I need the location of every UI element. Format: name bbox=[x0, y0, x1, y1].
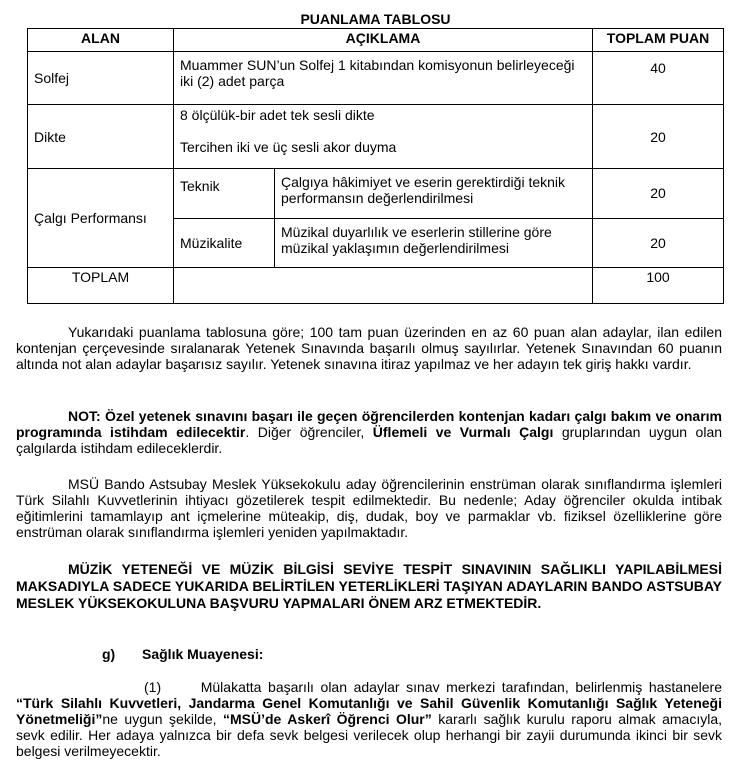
item1-text-b: ne uygun şekilde, bbox=[102, 711, 223, 727]
table-row-toplam bbox=[28, 267, 724, 303]
note-text: . Diğer öğrenciler, bbox=[245, 424, 373, 440]
paragraph-note bbox=[16, 408, 722, 456]
paragraph-classification: MSÜ Bando Astsubay Meslek Yüksekokulu aday öğrencilerinin enstrüman olarak sınıflandırma işlemleri Türk Silahlı Kuvvetlerinin ihtiyacı gözetilerek tespit edilmektedir. Bu nedenle; Aday öğrenciler okulda intibak eğitimlerini tamamlayıp ant içmelerine müteakip, diş, dudak, boy ve parmaklar vb. fiziksel özelliklerine göre enstrüman olarak sınıflandırma işlemleri yeniden yapılmaktadır. bbox=[16, 476, 722, 540]
calgi-alan: Çalgı Performansı bbox=[28, 168, 174, 267]
note-bold-instruments: Üflemeli ve Vurmalı Çalgı bbox=[372, 424, 554, 440]
teknik-label: Teknik bbox=[174, 168, 275, 219]
toplam-empty bbox=[174, 267, 593, 303]
header-alan: ALAN bbox=[28, 29, 174, 52]
paragraph-health-item-1 bbox=[16, 679, 722, 759]
teknik-puan: 20 bbox=[593, 168, 724, 219]
solfej-puan: 40 bbox=[593, 51, 724, 105]
paragraph-scoring-rules: Yukarıdaki puanlama tablosuna göre; 100 tam puan üzerinden en az 60 puan alan adaylar, ilan edilen kontenjan çerçevesinde sıralanarak Yetenek Sınavında başarılı olmuş sayılırlar. Yetenek Sınavından 60 puanın altında not alan adaylar başarısız sayılır. Yetenek sınavına itiraz yapılmaz ve her adayın tek giriş hakkı vardır. bbox=[16, 324, 722, 372]
note-text-end: gruplarından uygun olan çalgılarda istihdam edileceklerdir. bbox=[16, 424, 723, 456]
muzikalite-label: Müzikalite bbox=[174, 219, 275, 268]
header-aciklama: AÇIKLAMA bbox=[174, 29, 593, 52]
item1-number: (1) bbox=[144, 679, 162, 695]
section-title: Sağlık Muayenesi: bbox=[142, 646, 264, 662]
table-header-row bbox=[28, 29, 724, 52]
toplam-puan: 100 bbox=[593, 267, 724, 303]
table-row-teknik bbox=[28, 168, 724, 219]
dikte-alan: Dikte bbox=[28, 105, 174, 168]
muzikalite-aciklama: Müzikal duyarlılık ve eserlerin stillerine göre müzikal yaklaşımın değerlendirilmesi bbox=[275, 219, 593, 268]
dikte-aciklama bbox=[174, 105, 593, 168]
table-title: PUANLAMA TABLOSU bbox=[300, 11, 451, 27]
dikte-aciklama-line1: 8 ölçülük-bir adet tek sesli dikte bbox=[180, 107, 375, 124]
item1-regulation: “Türk Silahlı Kuvvetleri, Jandarma Genel Komutanlığı ve Sahil Güvenlik Komutanlığı Sağlık Yeteneği Yönetmeliği” bbox=[16, 695, 722, 727]
dikte-aciklama-line2: Tercihen iki ve üç sesli akor duyma bbox=[180, 139, 397, 156]
table-row-solfej bbox=[28, 51, 724, 105]
section-letter: g) bbox=[102, 646, 116, 662]
note-bold: NOT: Özel yetenek sınavını başarı ile geçen öğrencilerden kontenjan kadarı çalgı bakım ve onarım programında istihdam edilecektir bbox=[16, 408, 722, 440]
solfej-aciklama: Muammer SUN’un Solfej 1 kitabından komisyonun belirleyeceği iki (2) adet parça bbox=[174, 51, 593, 105]
dikte-puan: 20 bbox=[593, 105, 724, 168]
paragraph-warning: MÜZİK YETENEĞİ VE MÜZİK BİLGİSİ SEVİYE TESPİT SINAVININ SAĞLIKLI YAPILABİLMESİ MAKSADIYLA SADECE YUKARIDA BELİRTİLEN YETERLİKLERİ TAŞIYAN ADAYLARIN BANDO ASTSUBAY MESLEK YÜKSEKOKULUNA BAŞVURU YAPMALARI ÖNEM ARZ ETMEKTEDİR. bbox=[16, 561, 722, 611]
solfej-alan: Solfej bbox=[28, 51, 174, 105]
toplam-label: TOPLAM bbox=[28, 267, 174, 303]
item1-report-decision: “MSÜ’de Askerî Öğrenci Olur” bbox=[223, 711, 432, 727]
header-toplam-puan: TOPLAM PUAN bbox=[593, 29, 724, 52]
muzikalite-puan: 20 bbox=[593, 219, 724, 268]
item1-text-a: Mülakatta başarılı olan adaylar sınav merkezi tarafından, belirlenmiş hastanelere bbox=[200, 679, 723, 695]
table-row-dikte bbox=[28, 105, 724, 168]
scoring-table bbox=[27, 28, 724, 304]
item1-text-c: kararlı sağlık kurulu raporu almak amacıyla, sevk edilir. Her adaya yalnızca bir defa sevk belgesi verilecek olup herhangi bir zayii durumunda ikinci bir sevk belgesi verilmeyecektir. bbox=[16, 711, 722, 759]
teknik-aciklama: Çalgıya hâkimiyet ve eserin gerektirdiği teknik performansın değerlendirilmesi bbox=[275, 168, 593, 219]
